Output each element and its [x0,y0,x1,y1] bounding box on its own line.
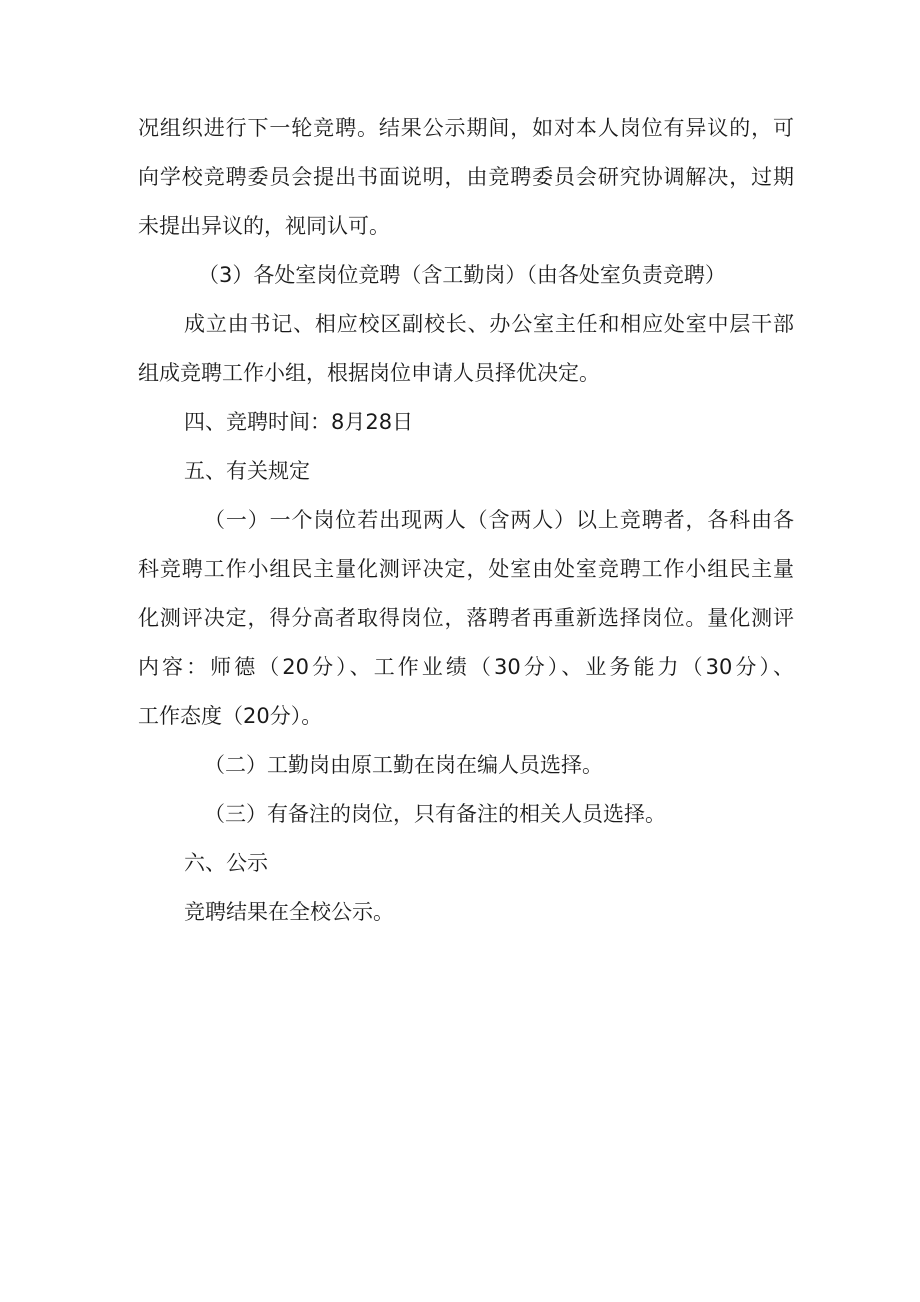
paragraph-line: 化测评决定，得分高者取得岗位，落聘者再重新选择岗位。量化测评 [138,606,794,630]
paragraph-line: 况组织进行下一轮竞聘。结果公示期间，如对本人岗位有异议的，可 [138,116,794,140]
section-heading: 四、竞聘时间：8月28日 [184,410,414,434]
paragraph-line: 科竞聘工作小组民主量化测评决定，处室由处室竞聘工作小组民主量 [138,557,794,581]
subsection-heading: （3）各处室岗位竞聘（含工勤岗）（由各处室负责竞聘） [198,263,726,287]
paragraph-line: （三）有备注的岗位，只有备注的相关人员选择。 [204,802,666,826]
paragraph-line: 未提出异议的，视同认可。 [138,214,390,238]
section-heading: 五、有关规定 [184,459,310,483]
paragraph-line: （一）一个岗位若出现两人（含两人）以上竞聘者，各科由各 [204,508,794,532]
paragraph-line: 向学校竞聘委员会提出书面说明，由竞聘委员会研究协调解决，过期 [138,165,794,189]
paragraph-line: 组成竞聘工作小组，根据岗位申请人员择优决定。 [138,361,600,385]
paragraph-line: 竞聘结果在全校公示。 [184,900,394,924]
paragraph-line: 内容：师德（20分）、工作业绩（30分）、业务能力（30分）、 [138,655,794,679]
paragraph-line: （二）工勤岗由原工勤在岗在编人员选择。 [204,753,603,777]
paragraph-line: 工作态度（20分）。 [138,704,323,728]
paragraph-line: 成立由书记、相应校区副校长、办公室主任和相应处室中层干部 [184,312,794,336]
section-heading: 六、公示 [184,851,268,875]
document-body [138,104,794,937]
